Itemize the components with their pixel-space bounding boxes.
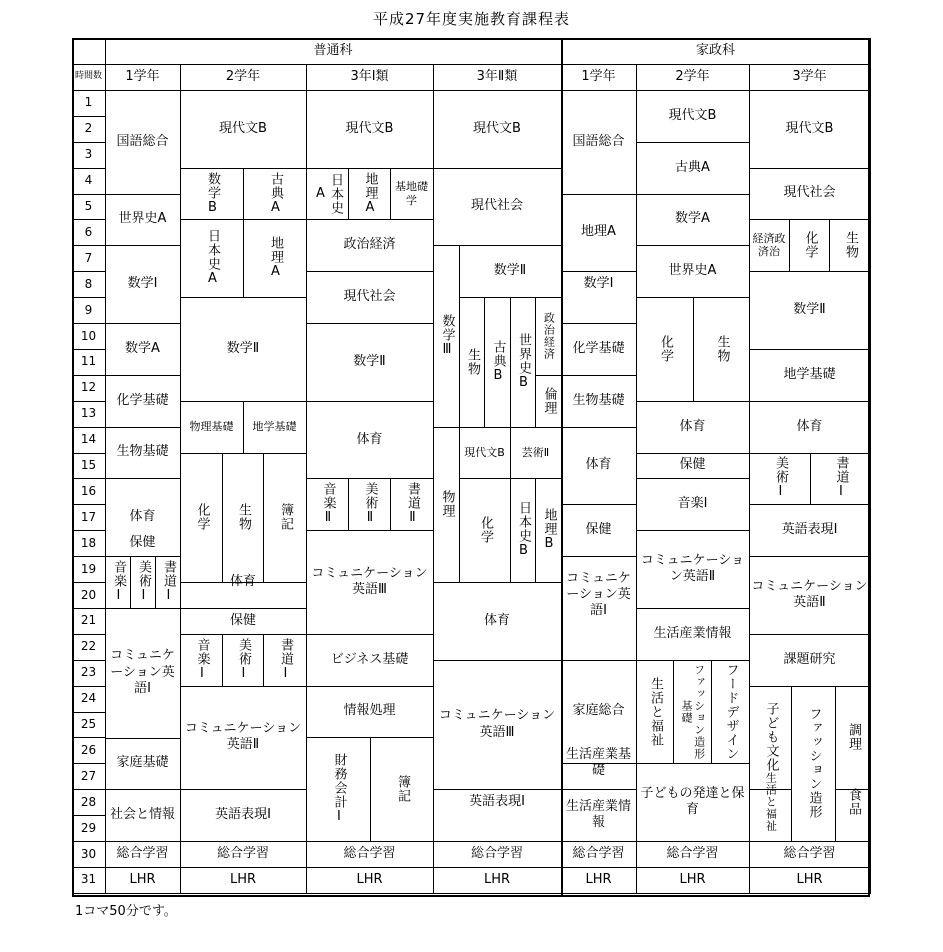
subject-cell: 体育 — [561, 427, 637, 506]
subject-cell: 生活産業情報 — [561, 789, 637, 842]
header-periods-label: 時間数 — [72, 64, 106, 91]
period-12: 12 — [72, 375, 106, 402]
subject-cell: 世界史B — [510, 297, 536, 428]
subject-cell: 体育 — [636, 401, 750, 454]
column-f3a: 3年Ⅰ類 — [306, 64, 434, 91]
subject-cell: 古典A — [243, 168, 307, 221]
subject-cell: 音楽Ⅱ — [306, 479, 349, 532]
column-k1: 1学年 — [561, 64, 637, 91]
period-4: 4 — [72, 168, 106, 195]
subject-cell: 美術Ⅱ — [348, 479, 391, 532]
subject-cell: 地理A — [348, 168, 391, 221]
subject-cell: 地理A — [561, 194, 637, 273]
period-21: 21 — [72, 608, 106, 635]
subject-cell: 現代文B — [636, 90, 750, 143]
subject-cell: 総合学習 — [306, 841, 434, 868]
subject-cell: 食品 — [835, 763, 871, 842]
period-19: 19 — [72, 556, 106, 583]
subject-cell: 化学 — [459, 479, 511, 584]
period-14: 14 — [72, 427, 106, 454]
column-f1: 1学年 — [105, 64, 181, 91]
subject-cell: 化学 — [789, 220, 830, 273]
page-title: 平成27年度実施教育課程表 — [372, 10, 571, 28]
subject-cell: 書道Ⅰ — [155, 556, 181, 609]
column-k3: 3学年 — [749, 64, 871, 91]
subject-cell: 古典A — [636, 142, 750, 195]
subject-cell: 保健 — [561, 504, 637, 557]
subject-cell: 現代文B — [433, 90, 562, 169]
period-28: 28 — [72, 789, 106, 816]
subject-cell: 書道Ⅰ — [263, 634, 307, 687]
period-29: 29 — [72, 815, 106, 842]
period-8: 8 — [72, 271, 106, 298]
subject-cell: フードデザイン — [711, 660, 750, 765]
subject-cell: 総合学習 — [180, 841, 307, 868]
period-1: 1 — [72, 90, 106, 117]
subject-cell: コミュニケーション英語Ⅰ — [105, 608, 181, 739]
subject-cell: 数学Ⅲ — [433, 245, 460, 427]
subject-cell: 総合学習 — [433, 841, 562, 868]
subject-cell: 古典B — [484, 297, 511, 428]
subject-cell: 総合学習 — [105, 841, 181, 868]
subject-cell: 世界史A — [105, 194, 181, 247]
subject-cell: 英語表現Ⅰ — [180, 789, 307, 842]
period-20: 20 — [72, 582, 106, 609]
period-6: 6 — [72, 220, 106, 247]
subject-cell: 音楽Ⅰ — [105, 556, 131, 609]
subject-cell: 生活産業基礎 — [561, 738, 637, 791]
subject-cell: LHR — [749, 867, 871, 894]
subject-cell: 数学A — [636, 194, 750, 247]
period-2: 2 — [72, 116, 106, 143]
subject-cell: 現代文B — [749, 90, 871, 169]
subject-cell: コミュニケーション英語Ⅱ — [180, 686, 307, 791]
subject-cell: 生活と福祉 — [749, 763, 792, 842]
subject-cell: 現代文B — [459, 427, 511, 480]
subject-cell: 生物 — [459, 297, 485, 428]
subject-cell: 調理 — [835, 686, 871, 791]
subject-cell: 現代社会 — [306, 271, 434, 324]
period-30: 30 — [72, 841, 106, 868]
subject-cell: 子ども文化 — [749, 686, 792, 791]
subject-cell: 基地礎学 — [390, 168, 434, 221]
subject-cell: LHR — [180, 867, 307, 894]
subject-cell: 化学 — [636, 297, 694, 402]
subject-cell: 現代社会 — [433, 168, 562, 247]
subject-cell: 書道Ⅱ — [390, 479, 434, 532]
subject-cell: 現代文B — [306, 90, 434, 169]
subject-cell: 財務会計Ⅰ — [306, 738, 371, 843]
subject-cell: 総合学習 — [636, 841, 750, 868]
subject-cell: 保健 — [105, 530, 181, 557]
period-15: 15 — [72, 453, 106, 480]
period-22: 22 — [72, 634, 106, 661]
subject-cell: 保健 — [636, 453, 750, 480]
subject-cell: 総合学習 — [749, 841, 871, 868]
subject-cell: 体育 — [306, 401, 434, 480]
period-16: 16 — [72, 479, 106, 506]
subject-cell: 芸術Ⅱ — [510, 427, 562, 480]
subject-cell: 国語総合 — [105, 90, 181, 195]
subject-cell: 英語表現Ⅰ — [749, 504, 871, 557]
subject-cell: 英語表現Ⅰ — [433, 763, 562, 842]
subject-cell: 体育 — [105, 479, 181, 558]
subject-cell: 情報処理 — [306, 686, 434, 739]
subject-cell: 数学Ⅱ — [180, 297, 307, 402]
period-18: 18 — [72, 530, 106, 557]
period-7: 7 — [72, 245, 106, 272]
period-27: 27 — [72, 763, 106, 790]
subject-cell: 数学Ⅱ — [459, 245, 562, 298]
period-26: 26 — [72, 738, 106, 765]
subject-cell: コミュニケーション英語Ⅰ — [561, 530, 637, 661]
course-katei: 家政科 — [561, 38, 871, 65]
subject-cell: 保健 — [180, 608, 307, 635]
subject-cell: 地理A — [243, 220, 307, 299]
period-17: 17 — [72, 504, 106, 531]
subject-cell: ビジネス基礎 — [306, 634, 434, 687]
subject-cell: 地学基礎 — [749, 349, 871, 402]
subject-cell: 生物基礎 — [105, 427, 181, 480]
subject-cell: 美術Ⅰ — [749, 453, 811, 506]
subject-cell: ファッション造形基礎 — [673, 660, 712, 765]
subject-cell: 数学Ⅱ — [749, 271, 871, 350]
subject-cell: 日本史B — [510, 479, 536, 584]
period-23: 23 — [72, 660, 106, 687]
subject-cell: LHR — [561, 867, 637, 894]
period-10: 10 — [72, 323, 106, 350]
subject-cell: 生活産業情報 — [636, 608, 750, 661]
period-3: 3 — [72, 142, 106, 169]
subject-cell: 体育 — [180, 556, 307, 609]
subject-cell: 生物 — [222, 453, 264, 584]
subject-cell: 化学基礎 — [105, 375, 181, 428]
subject-cell: LHR — [105, 867, 181, 894]
subject-cell: 政治経済 — [306, 220, 434, 273]
subject-cell: LHR — [306, 867, 434, 894]
subject-cell: 簿記 — [263, 453, 307, 584]
subject-cell: 物理基礎 — [180, 401, 244, 454]
subject-cell: コミュニケーション英語Ⅲ — [306, 530, 434, 635]
subject-cell: 課題研究 — [749, 634, 871, 687]
subject-cell: 政治経済 — [535, 297, 562, 376]
subject-cell: ファッション造形 — [791, 686, 836, 842]
subject-cell: 生物 — [829, 220, 871, 273]
subject-cell: コミュニケーション英語Ⅲ — [433, 660, 562, 791]
subject-cell: 倫理 — [535, 375, 562, 428]
subject-cell: 数学Ⅱ — [306, 323, 434, 402]
subject-cell: 体育 — [749, 401, 871, 454]
subject-cell: 音楽Ⅰ — [636, 479, 750, 532]
column-k2: 2学年 — [636, 64, 750, 91]
period-13: 13 — [72, 401, 106, 428]
subject-cell: 化学 — [180, 453, 223, 584]
subject-cell: 数学A — [105, 323, 181, 376]
subject-cell: 地学基礎 — [243, 401, 307, 454]
subject-cell: 美術Ⅰ — [130, 556, 156, 609]
subject-cell: コミュニケーション英語Ⅱ — [749, 556, 871, 635]
subject-cell: 家庭基礎 — [105, 738, 181, 791]
subject-cell: 総合学習 — [561, 841, 637, 868]
period-31: 31 — [72, 867, 106, 894]
subject-cell: LHR — [433, 867, 562, 894]
column-f2: 2学年 — [180, 64, 307, 91]
subject-cell: 経済政済治 — [749, 220, 790, 273]
subject-cell: 世界史A — [636, 245, 750, 298]
subject-cell: 現代社会 — [749, 168, 871, 221]
period-11: 11 — [72, 349, 106, 376]
period-5: 5 — [72, 194, 106, 221]
subject-cell: 生物 — [693, 297, 750, 402]
subject-cell: LHR — [636, 867, 750, 894]
subject-cell: 美術Ⅰ — [222, 634, 264, 687]
period-24: 24 — [72, 686, 106, 713]
subject-cell: 化学基礎 — [561, 323, 637, 376]
column-f3b: 3年Ⅱ類 — [433, 64, 562, 91]
subject-cell: 体育 — [433, 582, 562, 661]
subject-cell: 数学B — [180, 168, 244, 221]
subject-cell: 数学Ⅰ — [105, 245, 181, 324]
period-25: 25 — [72, 712, 106, 739]
subject-cell: 書道Ⅰ — [810, 453, 871, 506]
subject-cell: 日本史A — [306, 168, 349, 221]
subject-cell: 家庭総合 — [561, 660, 637, 765]
subject-cell: 現代文B — [180, 90, 307, 169]
subject-cell: 生物基礎 — [561, 375, 637, 428]
subject-cell: 生活と福祉 — [636, 660, 674, 765]
subject-cell: 数学Ⅰ — [561, 245, 637, 324]
subject-cell: 日本史A — [180, 220, 244, 299]
course-futsu: 普通科 — [105, 38, 562, 65]
subject-cell: 物理 — [433, 427, 460, 583]
subject-cell: 音楽Ⅰ — [180, 634, 223, 687]
footnote: 1コマ50分です。 — [75, 904, 177, 919]
period-9: 9 — [72, 297, 106, 324]
subject-cell: 地理B — [535, 479, 562, 584]
subject-cell: コミュニケーション英語Ⅱ — [636, 530, 750, 609]
subject-cell: 国語総合 — [561, 90, 637, 195]
subject-cell: 簿記 — [370, 738, 434, 843]
header-corner — [72, 38, 106, 65]
subject-cell: 社会と情報 — [105, 789, 181, 842]
subject-cell: 子どもの発達と保育 — [636, 763, 750, 842]
